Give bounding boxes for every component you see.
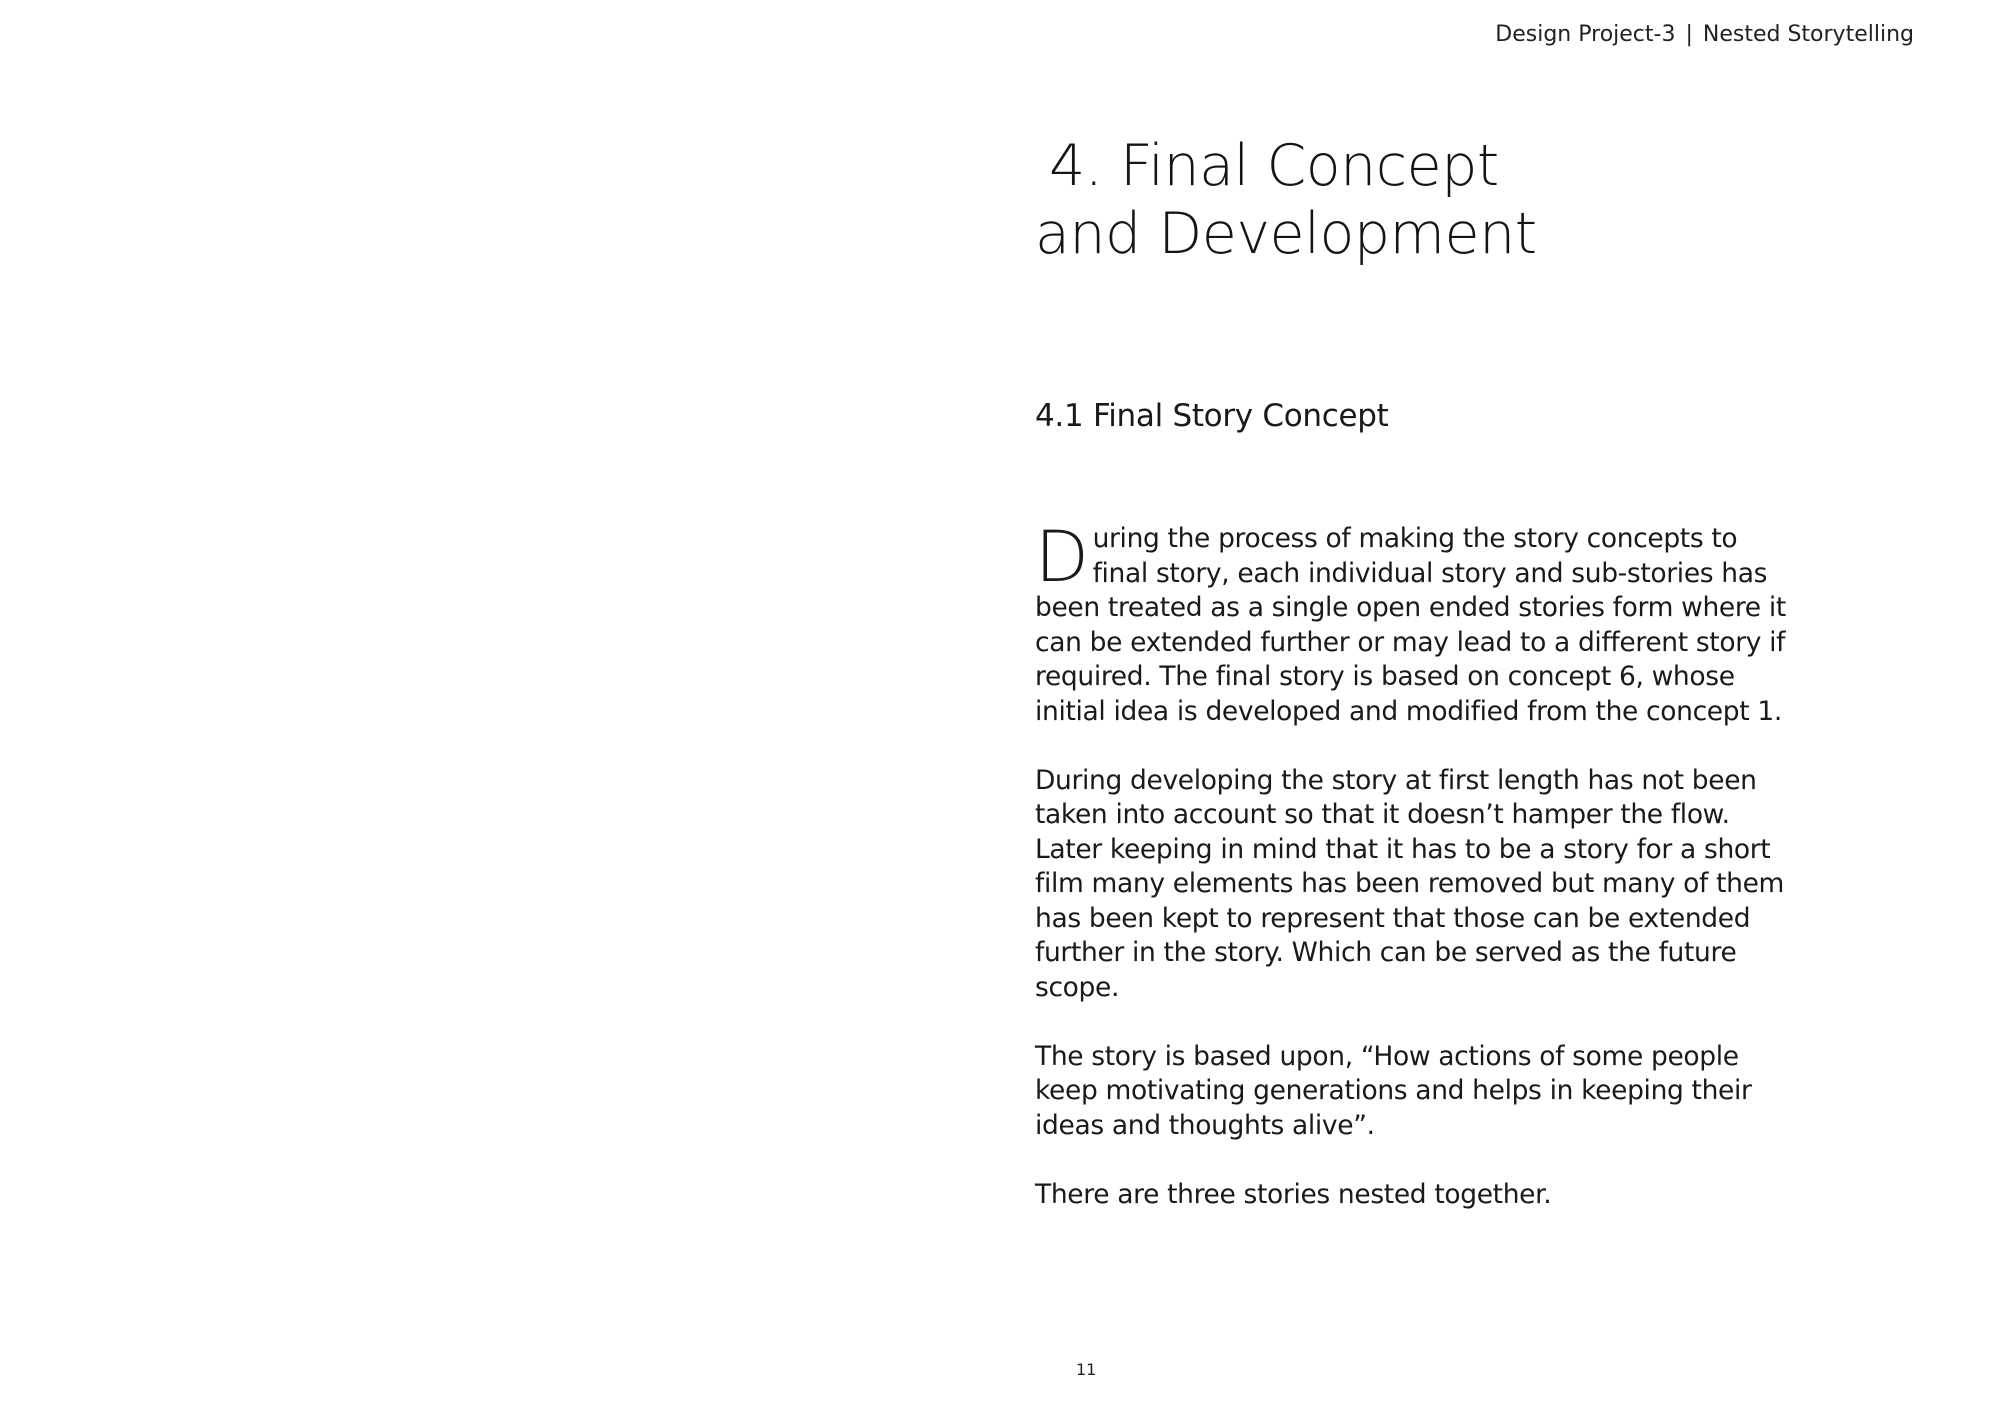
paragraph-1 [1035, 516, 1795, 729]
paragraph-2: During developing the story at first length has not been taken into account so that it doesn’t hamper the flow. Later keeping in mind that it has to be a story for a short film many elements has been removed but many of them has been kept to represent that those can be extended further in the story. Which can be served as the future scope. [1035, 764, 1784, 1003]
chapter-title-line2: and Development [1035, 201, 1537, 267]
drop-cap: D [1035, 516, 1089, 598]
header-project: Design Project-3 [1495, 22, 1676, 47]
running-header [1495, 22, 1914, 47]
header-title: Nested Storytelling [1702, 22, 1914, 47]
section-title: 4.1 Final Story Concept [1035, 398, 1389, 434]
chapter-title-line1: 4. Final Concept [1049, 133, 1499, 199]
chapter-title [1035, 132, 1537, 268]
body-text [1035, 516, 1795, 1247]
page-number: 11 [1076, 1360, 1097, 1379]
paragraph-4: There are three stories nested together. [1035, 1178, 1552, 1210]
paragraph-1-text: uring the process of making the story concepts to final story, each individual story and sub-stories has been treated as a single open ended stories form where it can be extended further or may lead to a different story if required. The final story is based on concept 6, whose initial idea is developed and modified from the concept 1. [1035, 523, 1786, 727]
paragraph-3: The story is based upon, “How actions of some people keep motivating generations and helps in keeping their ideas and thoughts alive”. [1035, 1040, 1752, 1141]
header-separator: | [1685, 22, 1693, 47]
